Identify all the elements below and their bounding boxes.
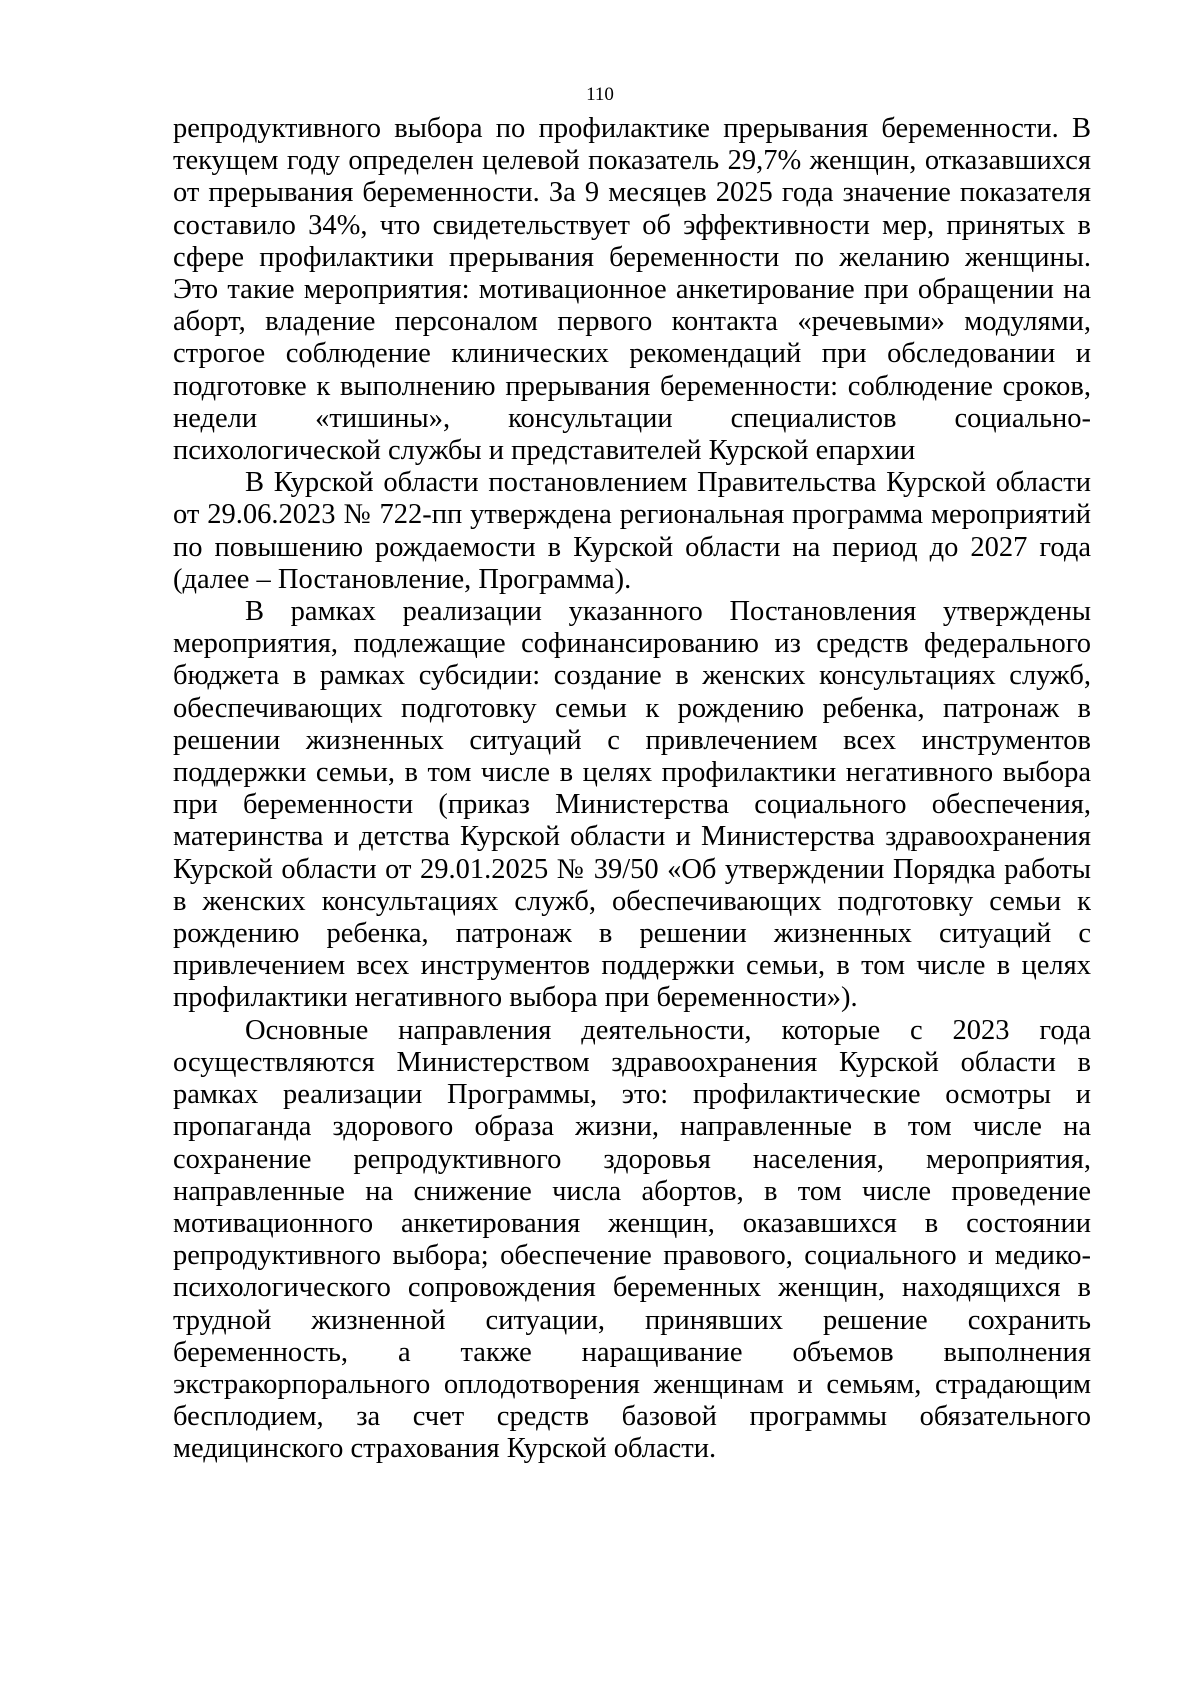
- page-number: 110: [586, 84, 614, 105]
- paragraph-subsidy-measures: В рамках реализации указанного Постановления утверждены мероприятия, подлежащие софинансированию из средств федерального бюджета в рамках субсидии: создание в женских консультациях служб, обеспечивающих подготовку семьи к рождению ребенка, патронаж в решении жизненных ситуаций с привлечением всех инструментов поддержки семьи, в том числе в целях профилактики негативного выбора при беременности (приказ Министерства социального обеспечения, материнства и детства Курской области и Министерства здравоохранения Курской области от 29.01.2025 № 39/50 «Об утверждении Порядка работы в женских консультациях служб, обеспечивающих подготовку семьи к рождению ребенка, патронаж в решении жизненных ситуаций с привлечением всех инструментов поддержки семьи, в том числе в целях профилактики негативного выбора при беременности»).: [173, 596, 1091, 1014]
- paragraph-reproductive-choice: репродуктивного выбора по профилактике прерывания беременности. В текущем году определен целевой показатель 29,7% женщин, отказавшихся от прерывания беременности. За 9 месяцев 2025 года значение показателя составило 34%, что свидетельствует об эффективности мер, принятых в сфере профилактики прерывания беременности по желанию женщины. Это такие мероприятия: мотивационное анкетирование при обращении на аборт, владение персоналом первого контакта «речевыми» модулями, строгое соблюдение клинических рекомендаций при обследовании и подготовке к выполнению прерывания беременности: соблюдение сроков, недели «тишины», консультации специалистов социально-психологической службы и представителей Курской епархии: [173, 113, 1091, 467]
- document-body: [173, 113, 1091, 1466]
- paragraph-regional-program: В Курской области постановлением Правительства Курской области от 29.06.2023 № 722-пп утверждена региональная программа мероприятий по повышению рождаемости в Курской области на период до 2027 года (далее – Постановление, Программа).: [173, 467, 1091, 595]
- paragraph-main-directions: Основные направления деятельности, которые с 2023 года осуществляются Министерством здравоохранения Курской области в рамках реализации Программы, это: профилактические осмотры и пропаганда здорового образа жизни, направленные в том числе на сохранение репродуктивного здоровья населения, мероприятия, направленные на снижение числа абортов, в том числе проведение мотивационного анкетирования женщин, оказавшихся в состоянии репродуктивного выбора; обеспечение правового, социального и медико-психологического сопровождения беременных женщин, находящихся в трудной жизненной ситуации, принявших решение сохранить беременность, а также наращивание объемов выполнения экстракорпорального оплодотворения женщинам и семьям, страдающим бесплодием, за счет средств базовой программы обязательного медицинского страхования Курской области.: [173, 1014, 1091, 1465]
